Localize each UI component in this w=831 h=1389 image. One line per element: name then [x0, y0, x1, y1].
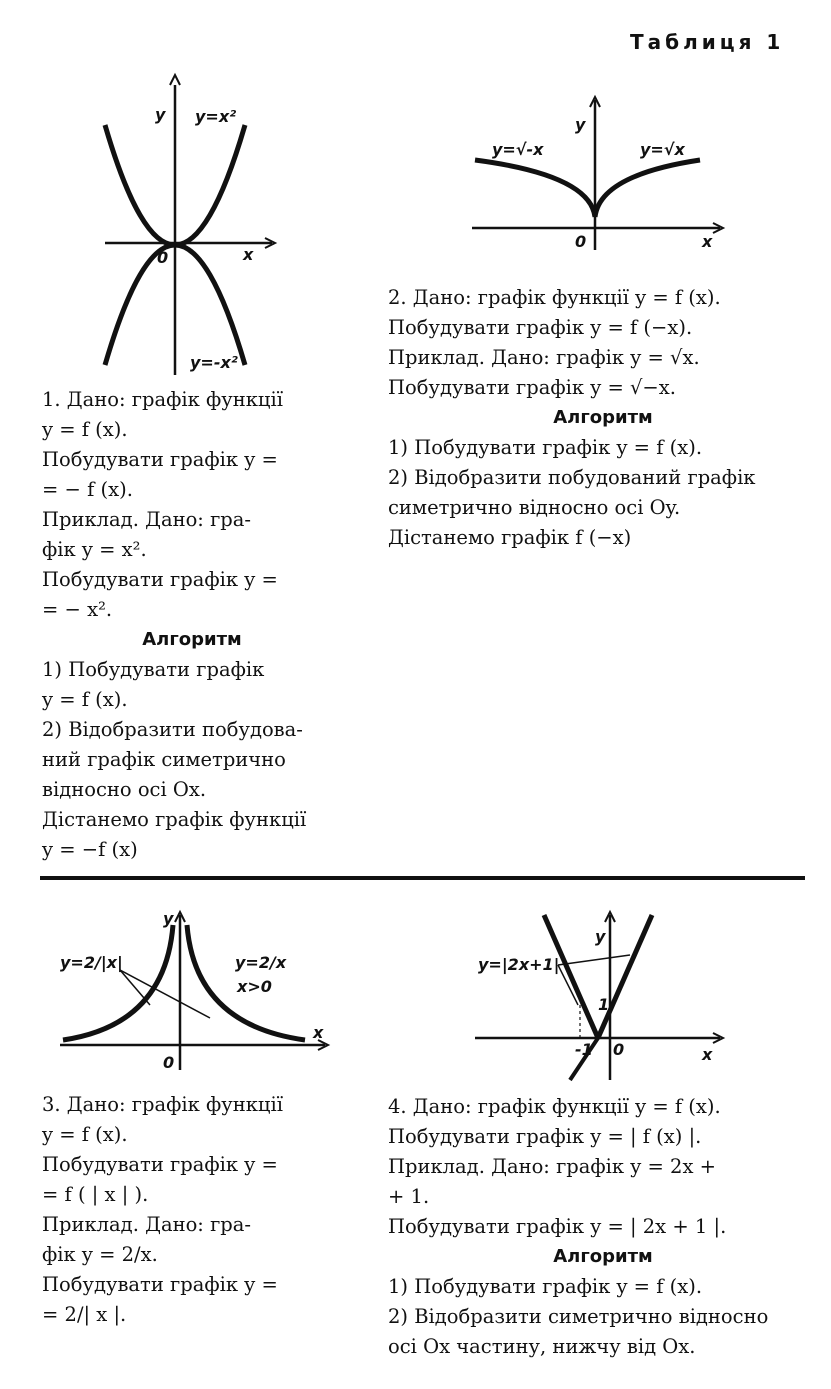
s4-algorithm-heading: Алгоритм: [553, 1246, 653, 1267]
s1-algorithm-heading: Алгоритм: [142, 629, 242, 650]
y-axis-label: y: [575, 115, 586, 134]
graph-1: [80, 80, 290, 380]
origin-label: 0: [163, 1053, 175, 1072]
curve-label-1: y=x²: [195, 107, 237, 126]
s1-line-12: ний графік симетрично: [42, 748, 286, 771]
s2-line-8: Дістанемо графік f (−x): [388, 526, 632, 549]
y-axis-label: y: [595, 927, 606, 946]
tick-x-label: -1: [575, 1040, 593, 1059]
s1-line-6: Побудувати графік y =: [42, 568, 278, 591]
curve-label-2: y=-x²: [190, 353, 238, 372]
s1-line-1: y = f (x).: [42, 418, 128, 441]
x-axis-label: x: [243, 245, 254, 264]
s3-line-5: фік y = 2/x.: [42, 1243, 158, 1266]
s2-algorithm-heading: Алгоритм: [553, 407, 653, 428]
section-3-text: [42, 1090, 342, 1330]
s3-line-7: = 2/| x |.: [42, 1303, 127, 1326]
s1-line-3: = − f (x).: [42, 478, 133, 501]
s4-line-3: + 1.: [388, 1185, 430, 1208]
line-right: [598, 915, 652, 1038]
s2-line-0: 2. Дано: графік функції y = f (x).: [388, 286, 721, 309]
curve-label-1: y=|2x+1|: [478, 955, 560, 974]
y-axis-label: y: [155, 105, 166, 124]
s1-line-11: 2) Відобразити побудова-: [42, 718, 303, 741]
origin-label: 0: [575, 232, 587, 251]
s1-line-0: 1. Дано: графік функції: [42, 388, 283, 411]
curve-label-2: y=√x: [640, 140, 685, 159]
x-axis-label: x: [702, 232, 713, 251]
s2-line-7: симетрично відносно осі Oy.: [388, 496, 681, 519]
s2-line-6: 2) Відобразити побудований графік: [388, 466, 756, 489]
s4-line-2: Приклад. Дано: графік y = 2x +: [388, 1155, 716, 1178]
s2-line-2: Приклад. Дано: графік y = √x.: [388, 346, 700, 369]
s3-line-6: Побудувати графік y =: [42, 1273, 278, 1296]
s2-line-5: 1) Побудувати графік y = f (x).: [388, 436, 703, 459]
x-axis-label: x: [702, 1045, 713, 1064]
x-axis-label: x: [313, 1023, 324, 1042]
s1-line-10: y = f (x).: [42, 688, 128, 711]
curve-2-over-abs-x: [63, 925, 173, 1040]
s3-line-2: Побудувати графік y =: [42, 1153, 278, 1176]
s1-line-4: Приклад. Дано: гра-: [42, 508, 251, 531]
line-left: [544, 915, 598, 1038]
curve-label-2: y=2/x: [235, 953, 287, 972]
table-title: Таблиця 1: [630, 30, 785, 54]
s1-line-15: y = −f (x): [42, 838, 138, 861]
y-axis-label: y: [163, 909, 174, 928]
s2-line-1: Побудувати графік y = f (−x).: [388, 316, 693, 339]
section-4-text: [388, 1092, 818, 1362]
s4-line-0: 4. Дано: графік функції y = f (x).: [388, 1095, 721, 1118]
section-divider: [40, 876, 805, 880]
graph-2: [470, 95, 730, 255]
graph-3: [55, 910, 335, 1080]
graph-4: [470, 910, 730, 1085]
condition-label: x>0: [237, 977, 272, 996]
s1-line-2: Побудувати графік y =: [42, 448, 278, 471]
s1-line-7: = − x².: [42, 598, 113, 621]
section-2-text: [388, 283, 818, 553]
s3-line-1: y = f (x).: [42, 1123, 128, 1146]
origin-label: 0: [613, 1040, 625, 1059]
s1-line-5: фік y = x².: [42, 538, 147, 561]
s3-line-4: Приклад. Дано: гра-: [42, 1213, 251, 1236]
s4-line-7: 2) Відобразити симетрично відносно: [388, 1305, 769, 1328]
s4-line-1: Побудувати графік y = | f (x) |.: [388, 1125, 702, 1148]
s2-line-3: Побудувати графік y = √−x.: [388, 376, 676, 399]
s1-line-13: відносно осі Ox.: [42, 778, 207, 801]
curve-sqrt-neg-x: [475, 160, 595, 217]
tick-y-label: 1: [598, 995, 610, 1014]
s1-line-9: 1) Побудувати графік: [42, 658, 265, 681]
curve-label-1: y=2/|x|: [60, 953, 123, 972]
curve-sqrt-x: [595, 160, 700, 217]
origin-label: 0: [157, 248, 169, 267]
s4-line-4: Побудувати графік y = | 2x + 1 |.: [388, 1215, 727, 1238]
section-1-text: [42, 385, 342, 865]
curve-label-1: y=√-x: [492, 140, 544, 159]
s4-line-6: 1) Побудувати графік y = f (x).: [388, 1275, 703, 1298]
s1-line-14: Дістанемо графік функції: [42, 808, 307, 831]
s3-line-0: 3. Дано: графік функції: [42, 1093, 283, 1116]
s3-line-3: = f ( | x | ).: [42, 1183, 149, 1206]
s4-line-8: осі Ox частину, нижчу від Ox.: [388, 1335, 696, 1358]
